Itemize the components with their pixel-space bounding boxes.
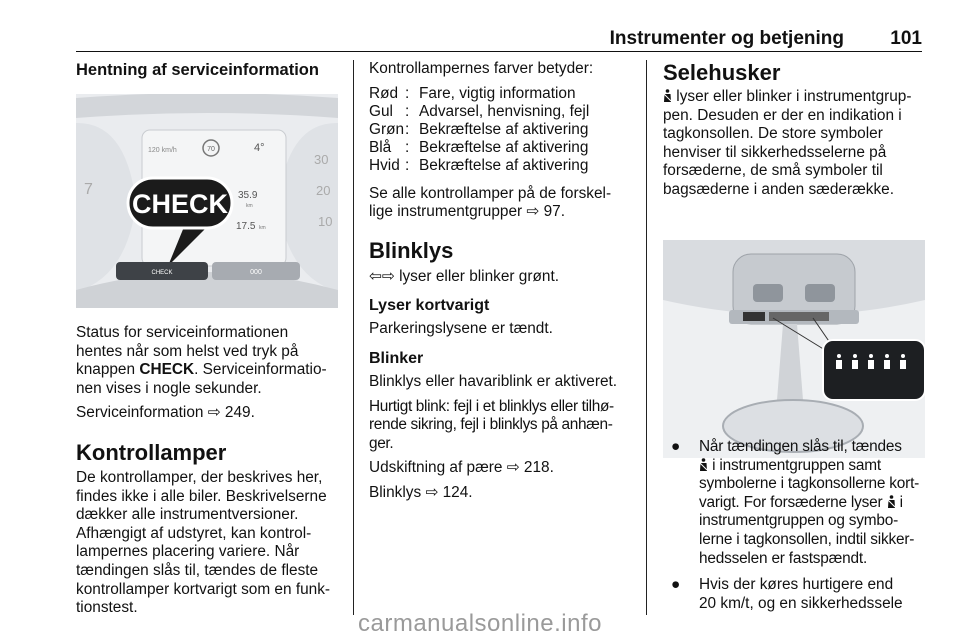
gauge-label-20: 20 bbox=[316, 183, 331, 198]
colors-intro: Kontrollampernes farver betyder: bbox=[369, 60, 594, 77]
column-2 bbox=[369, 60, 633, 503]
header-title: Instrumenter og betjening bbox=[609, 28, 844, 49]
color-row: Hvid : Bekræftelse af aktivering bbox=[369, 156, 589, 174]
trip-value-2: 17.5 bbox=[236, 221, 256, 232]
color-row: Grøn : Bekræftelse af aktivering bbox=[369, 120, 589, 138]
blinker-text: Blinklys eller havariblink er aktiveret. bbox=[369, 372, 618, 390]
trip-value-1: 35.9 bbox=[238, 190, 258, 201]
cluster-illustration bbox=[76, 94, 338, 308]
roof-console-image bbox=[663, 240, 925, 458]
check-button-label: CHECK bbox=[151, 270, 173, 276]
color-row: Gul : Advarsel, henvisning, fejl bbox=[369, 102, 590, 120]
speed-readout: 120 km/h bbox=[148, 147, 177, 154]
lyser-kortvarigt-text: Parkeringslysene er tændt. bbox=[369, 320, 553, 338]
instrument-cluster-image bbox=[76, 94, 338, 308]
color-row: Blå : Bekræftelse af aktivering bbox=[369, 138, 589, 156]
page-header bbox=[76, 28, 922, 50]
check-keyword: CHECK bbox=[139, 361, 195, 379]
watermark: carmanualsonline.info bbox=[358, 610, 602, 637]
pære-reference: Udskiftning af pære ⇨ 218. bbox=[369, 459, 554, 477]
blinklys-reference: Blinklys ⇨ 124. bbox=[369, 483, 473, 501]
gauge-label-10: 10 bbox=[318, 214, 333, 229]
check-callout-text: CHECK bbox=[131, 189, 229, 219]
odo-button-label: 000 bbox=[250, 269, 262, 276]
section-heading-service: Hentning af serviceinformation bbox=[76, 61, 319, 79]
service-reference: Serviceinformation ⇨ 249. bbox=[76, 404, 255, 422]
column-1 bbox=[76, 60, 338, 617]
page-number: 101 bbox=[890, 28, 922, 49]
subheading-lyser-kortvarigt: Lyser kortvarigt bbox=[369, 297, 490, 315]
bullet-dot: ● bbox=[671, 576, 681, 594]
color-row: Rød : Fare, vigtig information bbox=[369, 84, 576, 102]
hurtigt-blink-paragraph: Hurtigt blink: fejl i et blinklys eller tilhø- rende sikring, fejl i blinklys på anhæn- ger. bbox=[369, 397, 614, 452]
kontrollamper-paragraph: De kontrollamper, der beskrives her, findes ikke i alle biler. Beskrivelserne dækker alle instrumentversioner. Afhængigt af udstyret, kan kontrol- lampernes placering variere. Når tændingen slås til, tændes de fleste kontrollamper kortvarigt som en funk- tionstest. bbox=[76, 468, 331, 617]
seatbelt-icon bbox=[887, 495, 896, 509]
colors-table bbox=[369, 85, 589, 175]
subheading-blinker: Blinker bbox=[369, 349, 424, 367]
section-heading-kontrollamper: Kontrollamper bbox=[76, 439, 227, 465]
bullet-dot: ● bbox=[671, 438, 681, 455]
list-item: ● Hvis der køres hurtigere end 20 km/t, og en sikkerhedssele bbox=[663, 576, 925, 613]
colors-reference: Se alle kontrollamper på de forskel- lige instrumentgrupper ⇨ 97. bbox=[369, 184, 612, 221]
gauge-label-7: 7 bbox=[84, 181, 93, 198]
blinklys-line: ⇦⇨ lyser eller blinker grønt. bbox=[369, 267, 560, 285]
speed-limit-readout: 70 bbox=[207, 146, 215, 153]
section-heading-blinklys: Blinklys bbox=[369, 237, 454, 263]
seatbelt-icon bbox=[663, 89, 672, 103]
trip-unit-2: km bbox=[259, 225, 266, 231]
column-divider-1 bbox=[353, 60, 354, 615]
seatbelt-icon bbox=[699, 458, 708, 472]
column-divider-2 bbox=[646, 60, 647, 615]
trip-unit-1: km bbox=[246, 203, 253, 209]
section-heading-selehusker: Selehusker bbox=[663, 60, 781, 85]
list-item: ● Når tændingen slås til, tændes i instrumentgruppen samt symbolerne i tagkonsollerne kort- varigt. For forsæderne lyser i instrumentgruppen og symbo- lerne i tagkonsollen, indtil sikker- hedsselen er fastspændt. bbox=[663, 438, 925, 568]
temperature-readout: 4° bbox=[254, 142, 265, 154]
roof-console-illustration bbox=[663, 240, 925, 458]
header-rule bbox=[76, 51, 922, 52]
selehusker-paragraph: lyser eller blinker i instrumentgrup- pen. Desuden er der en indikation i tagkonsollen. De store symboler henviser til sikkerhedsselerne på forsæderne, de små symboler til bagsæderne i anden sæderække. bbox=[663, 88, 912, 198]
service-paragraph: Status for serviceinformationen hentes når som helst ved tryk på knappen CHECK. Serviceinformatio- nen vises i nogle sekunder. bbox=[76, 324, 327, 397]
column-3 bbox=[663, 60, 925, 612]
gauge-label-30: 30 bbox=[314, 152, 329, 167]
